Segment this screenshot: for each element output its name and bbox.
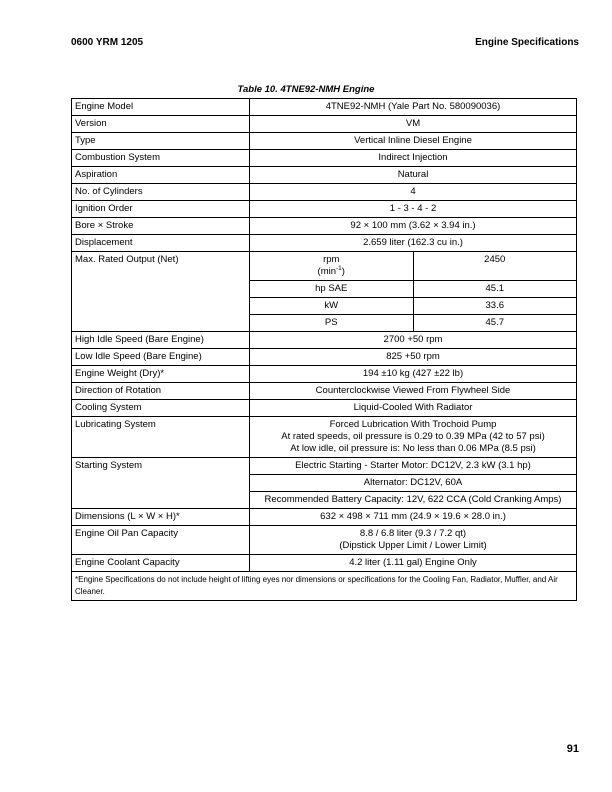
section-title: Engine Specifications: [475, 37, 579, 48]
row-label: Engine Oil Pan Capacity: [72, 526, 250, 555]
alternator-value: Alternator: DC12V, 60A: [250, 475, 577, 492]
row-label: Engine Weight (Dry)*: [72, 366, 250, 383]
row-label: No. of Cylinders: [72, 184, 250, 201]
row-label: Displacement: [72, 235, 250, 252]
row-label: Lubricating System: [72, 417, 250, 458]
document-id: 0600 YRM 1205: [71, 37, 144, 48]
row-label: Low Idle Speed (Bare Engine): [72, 349, 250, 366]
row-value: 825 +50 rpm: [250, 349, 577, 366]
unit-cell-rpm: [250, 252, 414, 281]
row-label: Dimensions (L × W × H)*: [72, 509, 250, 526]
row-label: Bore × Stroke: [72, 218, 250, 235]
row-label: Engine Model: [72, 99, 250, 116]
row-label: Type: [72, 133, 250, 150]
table-row: [72, 133, 577, 150]
table-row: [72, 417, 577, 458]
row-label: Aspiration: [72, 167, 250, 184]
table-row: [72, 218, 577, 235]
row-value: 194 ±10 kg (427 ±22 lb): [250, 366, 577, 383]
page-number: 91: [566, 743, 579, 755]
row-value: [250, 526, 577, 555]
row-value: Natural: [250, 167, 577, 184]
rpm-unit: rpm: [323, 254, 340, 265]
table-row: [72, 526, 577, 555]
table-row: [72, 366, 577, 383]
row-value: 4.2 liter (1.11 gal) Engine Only: [250, 555, 577, 572]
battery-value: Recommended Battery Capacity: 12V, 622 CCA (Cold Cranking Amps): [250, 492, 577, 509]
lubrication-line: At rated speeds, oil pressure is 0.29 to 0.39 MPa (42 to 57 psi): [281, 431, 545, 442]
table-row: [72, 235, 577, 252]
hp-value: 45.1: [413, 281, 577, 298]
row-label: Ignition Order: [72, 201, 250, 218]
row-label: High Idle Speed (Bare Engine): [72, 332, 250, 349]
rpm-value: 2450: [413, 252, 577, 281]
row-value: 2700 +50 rpm: [250, 332, 577, 349]
row-value: Vertical Inline Diesel Engine: [250, 133, 577, 150]
row-label: Combustion System: [72, 150, 250, 167]
row-value: 2.659 liter (162.3 cu in.): [250, 235, 577, 252]
table-caption: Table 10. 4TNE92-NMH Engine: [237, 84, 375, 95]
table-row: [72, 509, 577, 526]
table-row: [72, 383, 577, 400]
row-value: 1 - 3 - 4 - 2: [250, 201, 577, 218]
row-value: VM: [250, 116, 577, 133]
table-row: [72, 116, 577, 133]
row-value: 4: [250, 184, 577, 201]
row-label: Max. Rated Output (Net): [72, 252, 250, 332]
table-row: [72, 184, 577, 201]
row-value: [250, 417, 577, 458]
table-row: [72, 150, 577, 167]
table-row: [72, 400, 577, 417]
row-label: Cooling System: [72, 400, 250, 417]
row-label: Starting System: [72, 458, 250, 509]
row-value: Liquid-Cooled With Radiator: [250, 400, 577, 417]
kw-unit: kW: [250, 298, 414, 315]
row-label: Version: [72, 116, 250, 133]
ps-value: 45.7: [413, 315, 577, 332]
ps-unit: PS: [250, 315, 414, 332]
hp-unit: hp SAE: [250, 281, 414, 298]
row-label: Engine Coolant Capacity: [72, 555, 250, 572]
table-row: [72, 201, 577, 218]
table-row: [72, 167, 577, 184]
row-value: 632 × 498 × 711 mm (24.9 × 19.6 × 28.0 in.): [250, 509, 577, 526]
table-row: [72, 572, 577, 601]
row-value: 92 × 100 mm (3.62 × 3.94 in.): [250, 218, 577, 235]
table-row: [72, 252, 577, 281]
oil-pan-line: 8.8 / 6.8 liter (9.3 / 7.2 qt): [359, 528, 467, 539]
table-row: [72, 555, 577, 572]
rpm-unit-alt: $(\min^{-1})$: [317, 264, 345, 277]
lubrication-line: Forced Lubrication With Trochoid Pump: [329, 419, 497, 430]
starter-value: Electric Starting - Starter Motor: DC12V, 2.3 kW (3.1 hp): [250, 458, 577, 475]
table-footnote: *Engine Specifications do not include height of lifting eyes nor dimensions or specifications for the Cooling Fan, Radiator, Muffler, and Air Cleaner.: [72, 572, 577, 601]
table-row: [72, 458, 577, 475]
row-label: Direction of Rotation: [72, 383, 250, 400]
kw-value: 33.6: [413, 298, 577, 315]
table-row: [72, 99, 577, 116]
lubrication-line: At low idle, oil pressure is: No less than 0.06 MPa (8.5 psi): [290, 443, 536, 454]
oil-pan-line: (Dipstick Upper Limit / Lower Limit): [339, 540, 487, 551]
row-value: Indirect Injection: [250, 150, 577, 167]
row-value: Counterclockwise Viewed From Flywheel Side: [250, 383, 577, 400]
table-row: [72, 349, 577, 366]
row-value: 4TNE92-NMH (Yale Part No. 580090036): [250, 99, 577, 116]
engine-spec-table: [71, 98, 577, 601]
table-row: [72, 332, 577, 349]
